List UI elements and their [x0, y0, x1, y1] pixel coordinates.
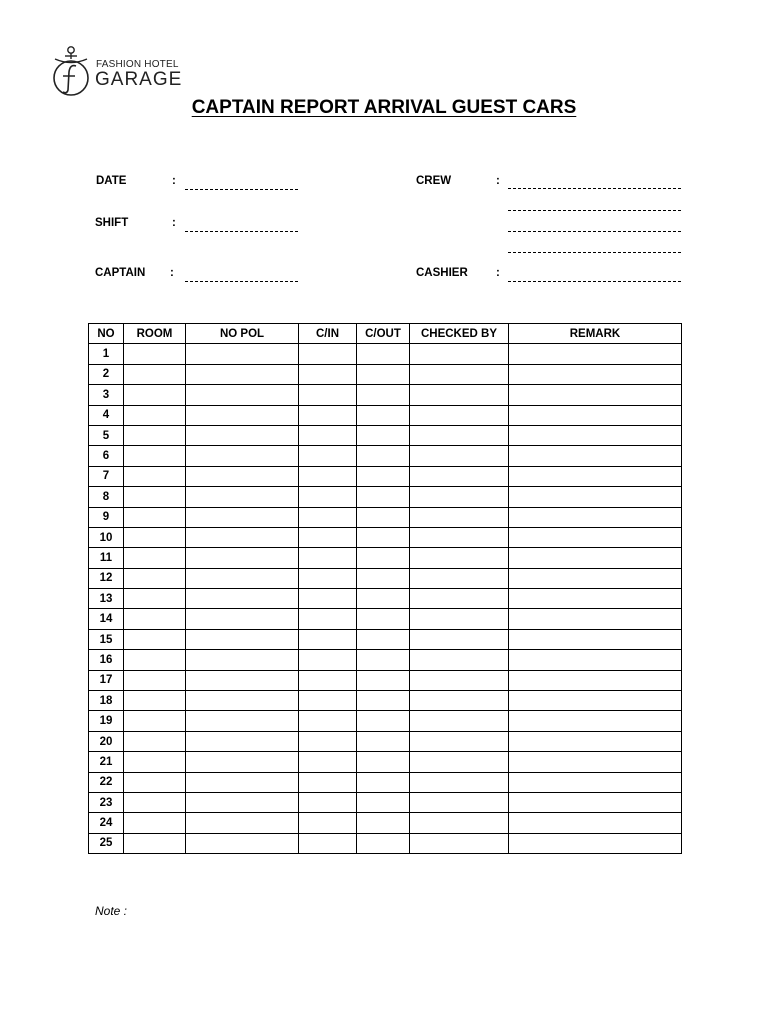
- table-row: [89, 425, 682, 445]
- no-pol-cell[interactable]: [186, 364, 299, 384]
- check-out-cell[interactable]: [357, 344, 410, 364]
- crew-field-2[interactable]: [508, 210, 681, 211]
- remark-cell[interactable]: [509, 711, 682, 731]
- captain-field[interactable]: [185, 281, 298, 282]
- check-out-cell[interactable]: [357, 609, 410, 629]
- checked-by-cell[interactable]: [410, 752, 509, 772]
- row-number: 12: [89, 568, 124, 588]
- check-in-cell[interactable]: [299, 609, 357, 629]
- check-out-cell[interactable]: [357, 548, 410, 568]
- row-number: 10: [89, 527, 124, 547]
- room-cell[interactable]: [124, 589, 186, 609]
- row-number: 8: [89, 487, 124, 507]
- check-out-cell[interactable]: [357, 487, 410, 507]
- table-row: [89, 527, 682, 547]
- table-row: [89, 487, 682, 507]
- checked-by-cell[interactable]: [410, 364, 509, 384]
- no-pol-cell[interactable]: [186, 670, 299, 690]
- header-check-in: C/IN: [299, 324, 357, 344]
- row-number: 17: [89, 670, 124, 690]
- room-cell[interactable]: [124, 364, 186, 384]
- remark-cell[interactable]: [509, 813, 682, 833]
- anchor-emblem-icon: [50, 42, 96, 100]
- crew-field-4[interactable]: [508, 252, 681, 253]
- remark-cell[interactable]: [509, 833, 682, 853]
- no-pol-cell[interactable]: [186, 446, 299, 466]
- table-row: [89, 731, 682, 751]
- cashier-colon: :: [496, 267, 500, 279]
- no-pol-cell[interactable]: [186, 691, 299, 711]
- no-pol-cell[interactable]: [186, 813, 299, 833]
- remark-cell[interactable]: [509, 405, 682, 425]
- check-in-cell[interactable]: [299, 344, 357, 364]
- remark-cell[interactable]: [509, 548, 682, 568]
- check-out-cell[interactable]: [357, 752, 410, 772]
- check-in-cell[interactable]: [299, 446, 357, 466]
- cashier-field[interactable]: [508, 281, 681, 282]
- room-cell[interactable]: [124, 752, 186, 772]
- table-row: [89, 650, 682, 670]
- header-no-pol: NO POL: [186, 324, 299, 344]
- table-row: [89, 589, 682, 609]
- remark-cell[interactable]: [509, 364, 682, 384]
- check-in-cell[interactable]: [299, 466, 357, 486]
- room-cell[interactable]: [124, 507, 186, 527]
- room-cell[interactable]: [124, 772, 186, 792]
- checked-by-cell[interactable]: [410, 813, 509, 833]
- crew-field-1[interactable]: [508, 188, 681, 189]
- header-check-out: C/OUT: [357, 324, 410, 344]
- no-pol-cell[interactable]: [186, 425, 299, 445]
- remark-cell[interactable]: [509, 650, 682, 670]
- checked-by-cell[interactable]: [410, 446, 509, 466]
- no-pol-cell[interactable]: [186, 548, 299, 568]
- checked-by-cell[interactable]: [410, 568, 509, 588]
- date-colon: :: [172, 175, 176, 187]
- table-row: [89, 548, 682, 568]
- room-cell[interactable]: [124, 487, 186, 507]
- remark-cell[interactable]: [509, 792, 682, 812]
- table-row: [89, 792, 682, 812]
- checked-by-cell[interactable]: [410, 792, 509, 812]
- check-out-cell[interactable]: [357, 650, 410, 670]
- table-row: [89, 752, 682, 772]
- check-in-cell[interactable]: [299, 589, 357, 609]
- table-row: [89, 507, 682, 527]
- check-in-cell[interactable]: [299, 650, 357, 670]
- shift-colon: :: [172, 217, 176, 229]
- check-out-cell[interactable]: [357, 711, 410, 731]
- row-number: 21: [89, 752, 124, 772]
- checked-by-cell[interactable]: [410, 466, 509, 486]
- checked-by-cell[interactable]: [410, 487, 509, 507]
- row-number: 11: [89, 548, 124, 568]
- crew-colon: :: [496, 175, 500, 187]
- check-out-cell[interactable]: [357, 589, 410, 609]
- table-row: [89, 833, 682, 853]
- shift-field[interactable]: [185, 231, 298, 232]
- remark-cell[interactable]: [509, 487, 682, 507]
- row-number: 6: [89, 446, 124, 466]
- room-cell[interactable]: [124, 385, 186, 405]
- remark-cell[interactable]: [509, 527, 682, 547]
- row-number: 24: [89, 813, 124, 833]
- remark-cell[interactable]: [509, 507, 682, 527]
- remark-cell[interactable]: [509, 568, 682, 588]
- room-cell[interactable]: [124, 344, 186, 364]
- no-pol-cell[interactable]: [186, 650, 299, 670]
- brand-name: GARAGE: [95, 69, 183, 90]
- check-in-cell[interactable]: [299, 405, 357, 425]
- remark-cell[interactable]: [509, 385, 682, 405]
- remark-cell[interactable]: [509, 466, 682, 486]
- checked-by-cell[interactable]: [410, 670, 509, 690]
- check-out-cell[interactable]: [357, 772, 410, 792]
- no-pol-cell[interactable]: [186, 589, 299, 609]
- remark-cell[interactable]: [509, 425, 682, 445]
- date-label: DATE: [96, 175, 127, 187]
- remark-cell[interactable]: [509, 752, 682, 772]
- no-pol-cell[interactable]: [186, 711, 299, 731]
- header-room: ROOM: [124, 324, 186, 344]
- brand-tagline: FASHION HOTEL: [96, 59, 179, 70]
- room-cell[interactable]: [124, 609, 186, 629]
- row-number: 23: [89, 792, 124, 812]
- row-number: 3: [89, 385, 124, 405]
- check-in-cell[interactable]: [299, 527, 357, 547]
- checked-by-cell[interactable]: [410, 385, 509, 405]
- table-row: [89, 344, 682, 364]
- check-in-cell[interactable]: [299, 691, 357, 711]
- check-in-cell[interactable]: [299, 813, 357, 833]
- no-pol-cell[interactable]: [186, 385, 299, 405]
- captain-colon: :: [170, 267, 174, 279]
- note-label: Note :: [95, 904, 128, 918]
- row-number: 14: [89, 609, 124, 629]
- no-pol-cell[interactable]: [186, 527, 299, 547]
- row-number: 22: [89, 772, 124, 792]
- table-row: [89, 691, 682, 711]
- check-in-cell[interactable]: [299, 629, 357, 649]
- row-number: 9: [89, 507, 124, 527]
- remark-cell[interactable]: [509, 772, 682, 792]
- row-number: 5: [89, 425, 124, 445]
- row-number: 2: [89, 364, 124, 384]
- no-pol-cell[interactable]: [186, 629, 299, 649]
- check-out-cell[interactable]: [357, 446, 410, 466]
- check-out-cell[interactable]: [357, 670, 410, 690]
- check-in-cell[interactable]: [299, 752, 357, 772]
- checked-by-cell[interactable]: [410, 527, 509, 547]
- no-pol-cell[interactable]: [186, 344, 299, 364]
- row-number: 25: [89, 833, 124, 853]
- check-out-cell[interactable]: [357, 792, 410, 812]
- room-cell[interactable]: [124, 405, 186, 425]
- check-out-cell[interactable]: [357, 405, 410, 425]
- row-number: 18: [89, 691, 124, 711]
- checked-by-cell[interactable]: [410, 731, 509, 751]
- room-cell[interactable]: [124, 792, 186, 812]
- check-in-cell[interactable]: [299, 711, 357, 731]
- check-out-cell[interactable]: [357, 466, 410, 486]
- remark-cell[interactable]: [509, 691, 682, 711]
- check-out-cell[interactable]: [357, 731, 410, 751]
- room-cell[interactable]: [124, 629, 186, 649]
- remark-cell[interactable]: [509, 731, 682, 751]
- check-out-cell[interactable]: [357, 833, 410, 853]
- check-in-cell[interactable]: [299, 568, 357, 588]
- row-number: 15: [89, 629, 124, 649]
- check-in-cell[interactable]: [299, 507, 357, 527]
- header-no: NO: [89, 324, 124, 344]
- captain-label: CAPTAIN: [95, 267, 146, 279]
- no-pol-cell[interactable]: [186, 772, 299, 792]
- checked-by-cell[interactable]: [410, 589, 509, 609]
- table-row: [89, 711, 682, 731]
- row-number: 4: [89, 405, 124, 425]
- date-field[interactable]: [185, 189, 298, 190]
- checked-by-cell[interactable]: [410, 425, 509, 445]
- remark-cell[interactable]: [509, 670, 682, 690]
- room-cell[interactable]: [124, 527, 186, 547]
- check-out-cell[interactable]: [357, 364, 410, 384]
- no-pol-cell[interactable]: [186, 487, 299, 507]
- no-pol-cell[interactable]: [186, 833, 299, 853]
- checked-by-cell[interactable]: [410, 691, 509, 711]
- row-number: 20: [89, 731, 124, 751]
- no-pol-cell[interactable]: [186, 752, 299, 772]
- check-in-cell[interactable]: [299, 833, 357, 853]
- table-row: [89, 405, 682, 425]
- row-number: 16: [89, 650, 124, 670]
- no-pol-cell[interactable]: [186, 792, 299, 812]
- row-number: 7: [89, 466, 124, 486]
- check-in-cell[interactable]: [299, 487, 357, 507]
- check-out-cell[interactable]: [357, 527, 410, 547]
- table-row: [89, 385, 682, 405]
- room-cell[interactable]: [124, 446, 186, 466]
- check-in-cell[interactable]: [299, 731, 357, 751]
- table-row: [89, 629, 682, 649]
- table-row: [89, 446, 682, 466]
- row-number: 1: [89, 344, 124, 364]
- room-cell[interactable]: [124, 711, 186, 731]
- check-out-cell[interactable]: [357, 568, 410, 588]
- room-cell[interactable]: [124, 466, 186, 486]
- no-pol-cell[interactable]: [186, 466, 299, 486]
- header-remark: REMARK: [509, 324, 682, 344]
- check-in-cell[interactable]: [299, 670, 357, 690]
- checked-by-cell[interactable]: [410, 772, 509, 792]
- room-cell[interactable]: [124, 691, 186, 711]
- remark-cell[interactable]: [509, 629, 682, 649]
- room-cell[interactable]: [124, 548, 186, 568]
- check-out-cell[interactable]: [357, 507, 410, 527]
- no-pol-cell[interactable]: [186, 609, 299, 629]
- check-in-cell[interactable]: [299, 364, 357, 384]
- checked-by-cell[interactable]: [410, 711, 509, 731]
- table-header-row: [89, 324, 682, 344]
- remark-cell[interactable]: [509, 609, 682, 629]
- crew-label: CREW: [416, 175, 452, 187]
- room-cell[interactable]: [124, 568, 186, 588]
- page-title: CAPTAIN REPORT ARRIVAL GUEST CARS: [191, 97, 577, 118]
- row-number: 13: [89, 589, 124, 609]
- checked-by-cell[interactable]: [410, 609, 509, 629]
- checked-by-cell[interactable]: [410, 507, 509, 527]
- checked-by-cell[interactable]: [410, 548, 509, 568]
- remark-cell[interactable]: [509, 589, 682, 609]
- check-in-cell[interactable]: [299, 425, 357, 445]
- row-number: 19: [89, 711, 124, 731]
- header-checked-by: CHECKED BY: [410, 324, 509, 344]
- check-out-cell[interactable]: [357, 691, 410, 711]
- room-cell[interactable]: [124, 731, 186, 751]
- no-pol-cell[interactable]: [186, 568, 299, 588]
- no-pol-cell[interactable]: [186, 507, 299, 527]
- check-in-cell[interactable]: [299, 385, 357, 405]
- table-row: [89, 609, 682, 629]
- table-row: [89, 670, 682, 690]
- checked-by-cell[interactable]: [410, 833, 509, 853]
- guest-cars-table: [88, 323, 682, 854]
- room-cell[interactable]: [124, 833, 186, 853]
- check-out-cell[interactable]: [357, 385, 410, 405]
- check-in-cell[interactable]: [299, 548, 357, 568]
- remark-cell[interactable]: [509, 344, 682, 364]
- hotel-logo: [50, 42, 190, 100]
- table-row: [89, 568, 682, 588]
- checked-by-cell[interactable]: [410, 344, 509, 364]
- check-out-cell[interactable]: [357, 813, 410, 833]
- room-cell[interactable]: [124, 670, 186, 690]
- room-cell[interactable]: [124, 813, 186, 833]
- room-cell[interactable]: [124, 650, 186, 670]
- shift-label: SHIFT: [95, 217, 129, 229]
- no-pol-cell[interactable]: [186, 731, 299, 751]
- checked-by-cell[interactable]: [410, 629, 509, 649]
- table-row: [89, 466, 682, 486]
- table-row: [89, 772, 682, 792]
- check-out-cell[interactable]: [357, 629, 410, 649]
- checked-by-cell[interactable]: [410, 405, 509, 425]
- crew-field-3[interactable]: [508, 231, 681, 232]
- room-cell[interactable]: [124, 425, 186, 445]
- cashier-label: CASHIER: [416, 267, 468, 279]
- checked-by-cell[interactable]: [410, 650, 509, 670]
- no-pol-cell[interactable]: [186, 405, 299, 425]
- check-in-cell[interactable]: [299, 772, 357, 792]
- table-row: [89, 364, 682, 384]
- table-row: [89, 813, 682, 833]
- check-in-cell[interactable]: [299, 792, 357, 812]
- remark-cell[interactable]: [509, 446, 682, 466]
- check-out-cell[interactable]: [357, 425, 410, 445]
